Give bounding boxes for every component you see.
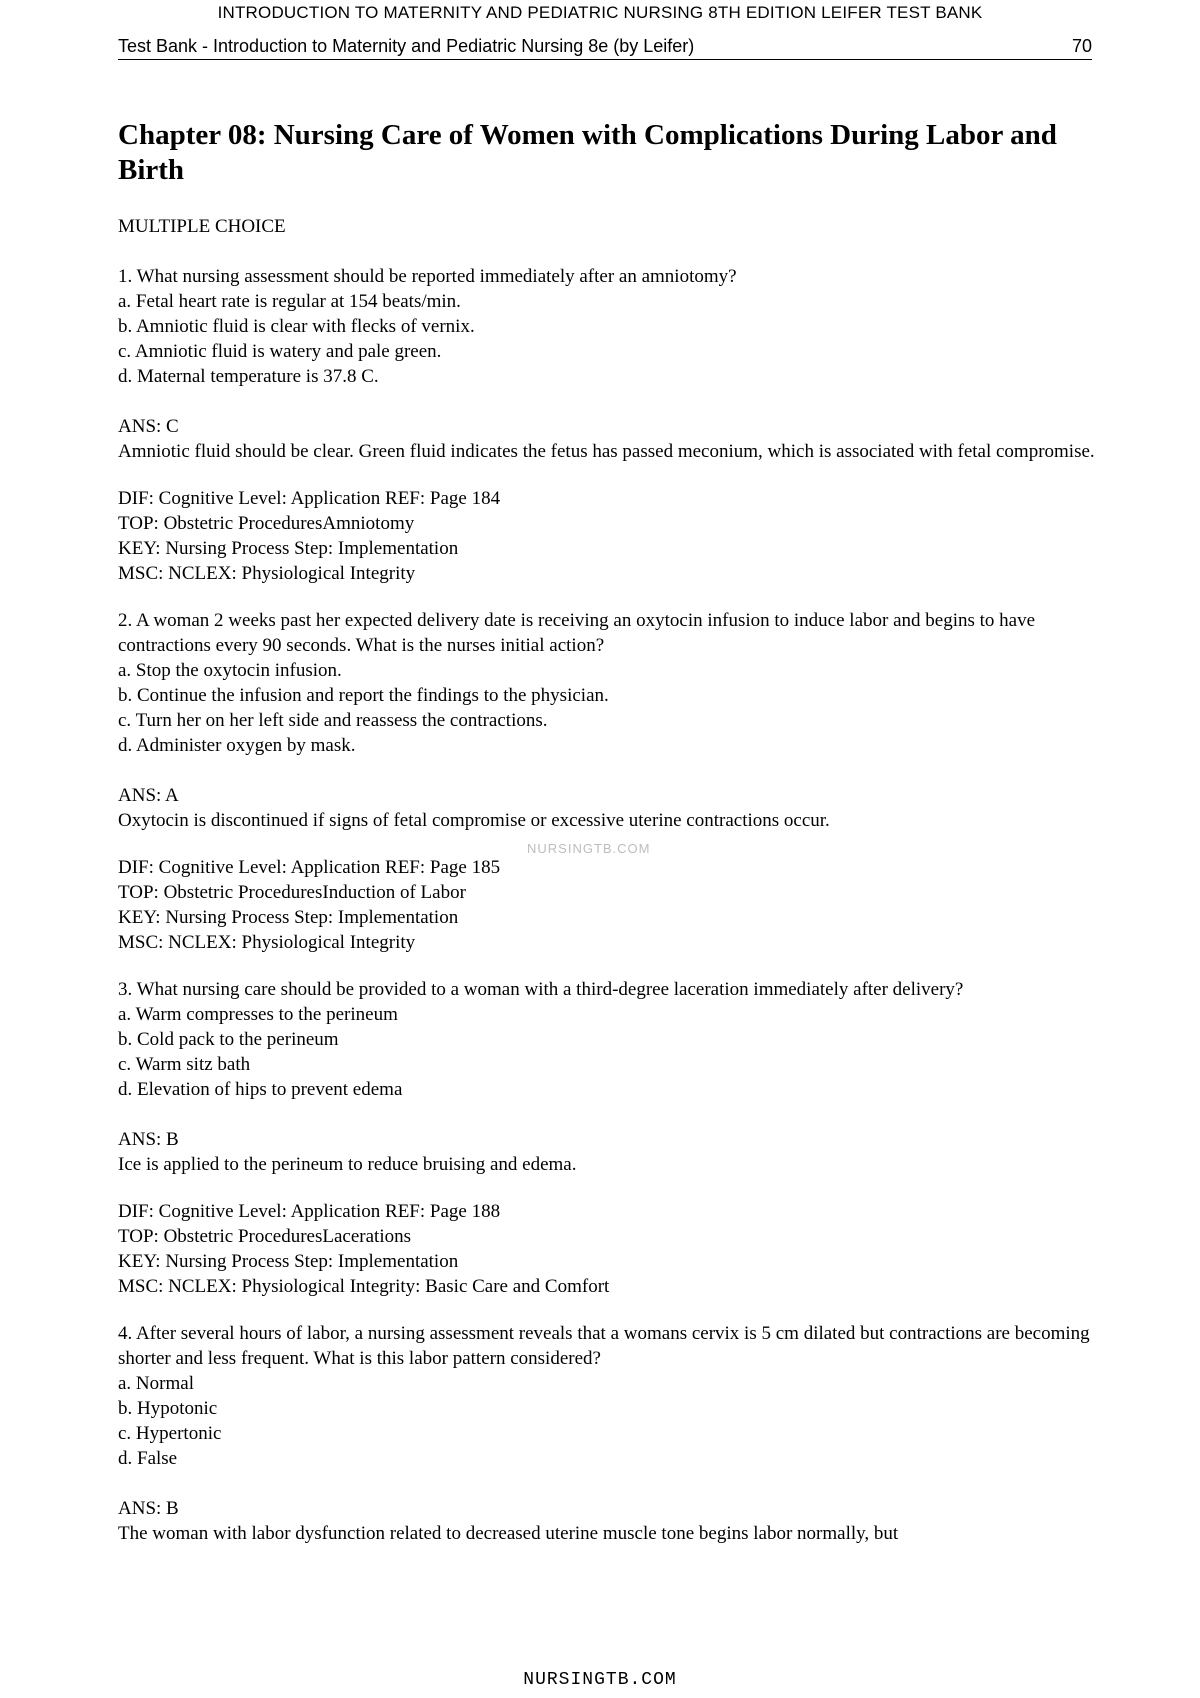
answer-key: ANS: C xyxy=(118,416,179,437)
answer-option: b. Cold pack to the perineum xyxy=(118,1029,339,1050)
question-2 xyxy=(118,608,1108,758)
answer-key: ANS: B xyxy=(118,1498,179,1519)
answer-option: a. Warm compresses to the perineum xyxy=(118,1004,398,1025)
answer-block-3 xyxy=(118,1127,1108,1177)
watermark: NURSINGTB.COM xyxy=(527,841,651,856)
metadata-line: TOP: Obstetric ProceduresLacerations xyxy=(118,1226,412,1247)
answer-block-1 xyxy=(118,414,1108,464)
answer-option: a. Normal xyxy=(118,1373,194,1394)
rationale: Oxytocin is discontinued if signs of fetal compromise or excessive uterine contractions occur. xyxy=(118,810,830,831)
rationale: Amniotic fluid should be clear. Green fluid indicates the fetus has passed meconium, which is associated with fetal compromise. xyxy=(118,441,1095,462)
answer-option: c. Amniotic fluid is watery and pale green. xyxy=(118,341,442,362)
metadata-line: MSC: NCLEX: Physiological Integrity xyxy=(118,932,416,953)
section-label: MULTIPLE CHOICE xyxy=(118,216,286,237)
answer-option: a. Stop the oxytocin infusion. xyxy=(118,660,342,681)
question-3 xyxy=(118,977,1108,1102)
question-metadata-1 xyxy=(118,486,1108,586)
answer-option: c. Turn her on her left side and reassess the contractions. xyxy=(118,710,548,731)
metadata-line: MSC: NCLEX: Physiological Integrity: Basic Care and Comfort xyxy=(118,1276,610,1297)
question-stem: 1. What nursing assessment should be reported immediately after an amniotomy? xyxy=(118,266,737,287)
question-metadata-2 xyxy=(118,855,1108,955)
metadata-line: MSC: NCLEX: Physiological Integrity xyxy=(118,563,416,584)
metadata-line: DIF: Cognitive Level: Application REF: Page 188 xyxy=(118,1201,501,1222)
metadata-line: KEY: Nursing Process Step: Implementation xyxy=(118,1251,459,1272)
metadata-line: TOP: Obstetric ProceduresAmniotomy xyxy=(118,513,415,534)
metadata-line: DIF: Cognitive Level: Application REF: Page 185 xyxy=(118,857,501,878)
question-metadata-3 xyxy=(118,1199,1108,1299)
rationale: The woman with labor dysfunction related to decreased uterine muscle tone begins labor normally, but xyxy=(118,1523,899,1544)
answer-option: c. Warm sitz bath xyxy=(118,1054,251,1075)
answer-option: d. Elevation of hips to prevent edema xyxy=(118,1079,403,1100)
question-4 xyxy=(118,1321,1108,1471)
question-stem: 4. After several hours of labor, a nursing assessment reveals that a womans cervix is 5 cm dilated but contractions are becoming shorter and less frequent. What is this labor pattern considered? xyxy=(118,1323,1090,1369)
top-banner: INTRODUCTION TO MATERNITY AND PEDIATRIC NURSING 8TH EDITION LEIFER TEST BANK xyxy=(217,3,983,22)
footer-site-name: NURSINGTB.COM xyxy=(523,1670,677,1690)
rationale: Ice is applied to the perineum to reduce bruising and edema. xyxy=(118,1154,577,1175)
running-header-title: Test Bank - Introduction to Maternity and Pediatric Nursing 8e (by Leifer) xyxy=(118,36,695,56)
answer-key: ANS: B xyxy=(118,1129,179,1150)
question-1 xyxy=(118,264,1108,389)
question-stem: 2. A woman 2 weeks past her expected delivery date is receiving an oxytocin infusion to induce labor and begins to have contractions every 90 seconds. What is the nurses initial action? xyxy=(118,610,1036,656)
metadata-line: TOP: Obstetric ProceduresInduction of Labor xyxy=(118,882,466,903)
answer-block-4 xyxy=(118,1496,1108,1546)
answer-block-2 xyxy=(118,783,1108,833)
answer-option: d. Maternal temperature is 37.8 C. xyxy=(118,366,379,387)
question-stem: 3. What nursing care should be provided to a woman with a third-degree laceration immediately after delivery? xyxy=(118,979,964,1000)
answer-option: b. Continue the infusion and report the findings to the physician. xyxy=(118,685,609,706)
metadata-line: KEY: Nursing Process Step: Implementation xyxy=(118,907,459,928)
answer-option: d. Administer oxygen by mask. xyxy=(118,735,356,756)
running-header xyxy=(118,36,1092,60)
metadata-line: DIF: Cognitive Level: Application REF: Page 184 xyxy=(118,488,501,509)
answer-option: b. Hypotonic xyxy=(118,1398,218,1419)
answer-option: b. Amniotic fluid is clear with flecks of vernix. xyxy=(118,316,475,337)
metadata-line: KEY: Nursing Process Step: Implementation xyxy=(118,538,459,559)
answer-option: d. False xyxy=(118,1448,178,1469)
chapter-title: Chapter 08: Nursing Care of Women with Complications During Labor and Birth xyxy=(118,119,1057,186)
answer-option: a. Fetal heart rate is regular at 154 beats/min. xyxy=(118,291,461,312)
answer-key: ANS: A xyxy=(118,785,179,806)
answer-option: c. Hypertonic xyxy=(118,1423,222,1444)
page-number: 70 xyxy=(1071,36,1092,56)
